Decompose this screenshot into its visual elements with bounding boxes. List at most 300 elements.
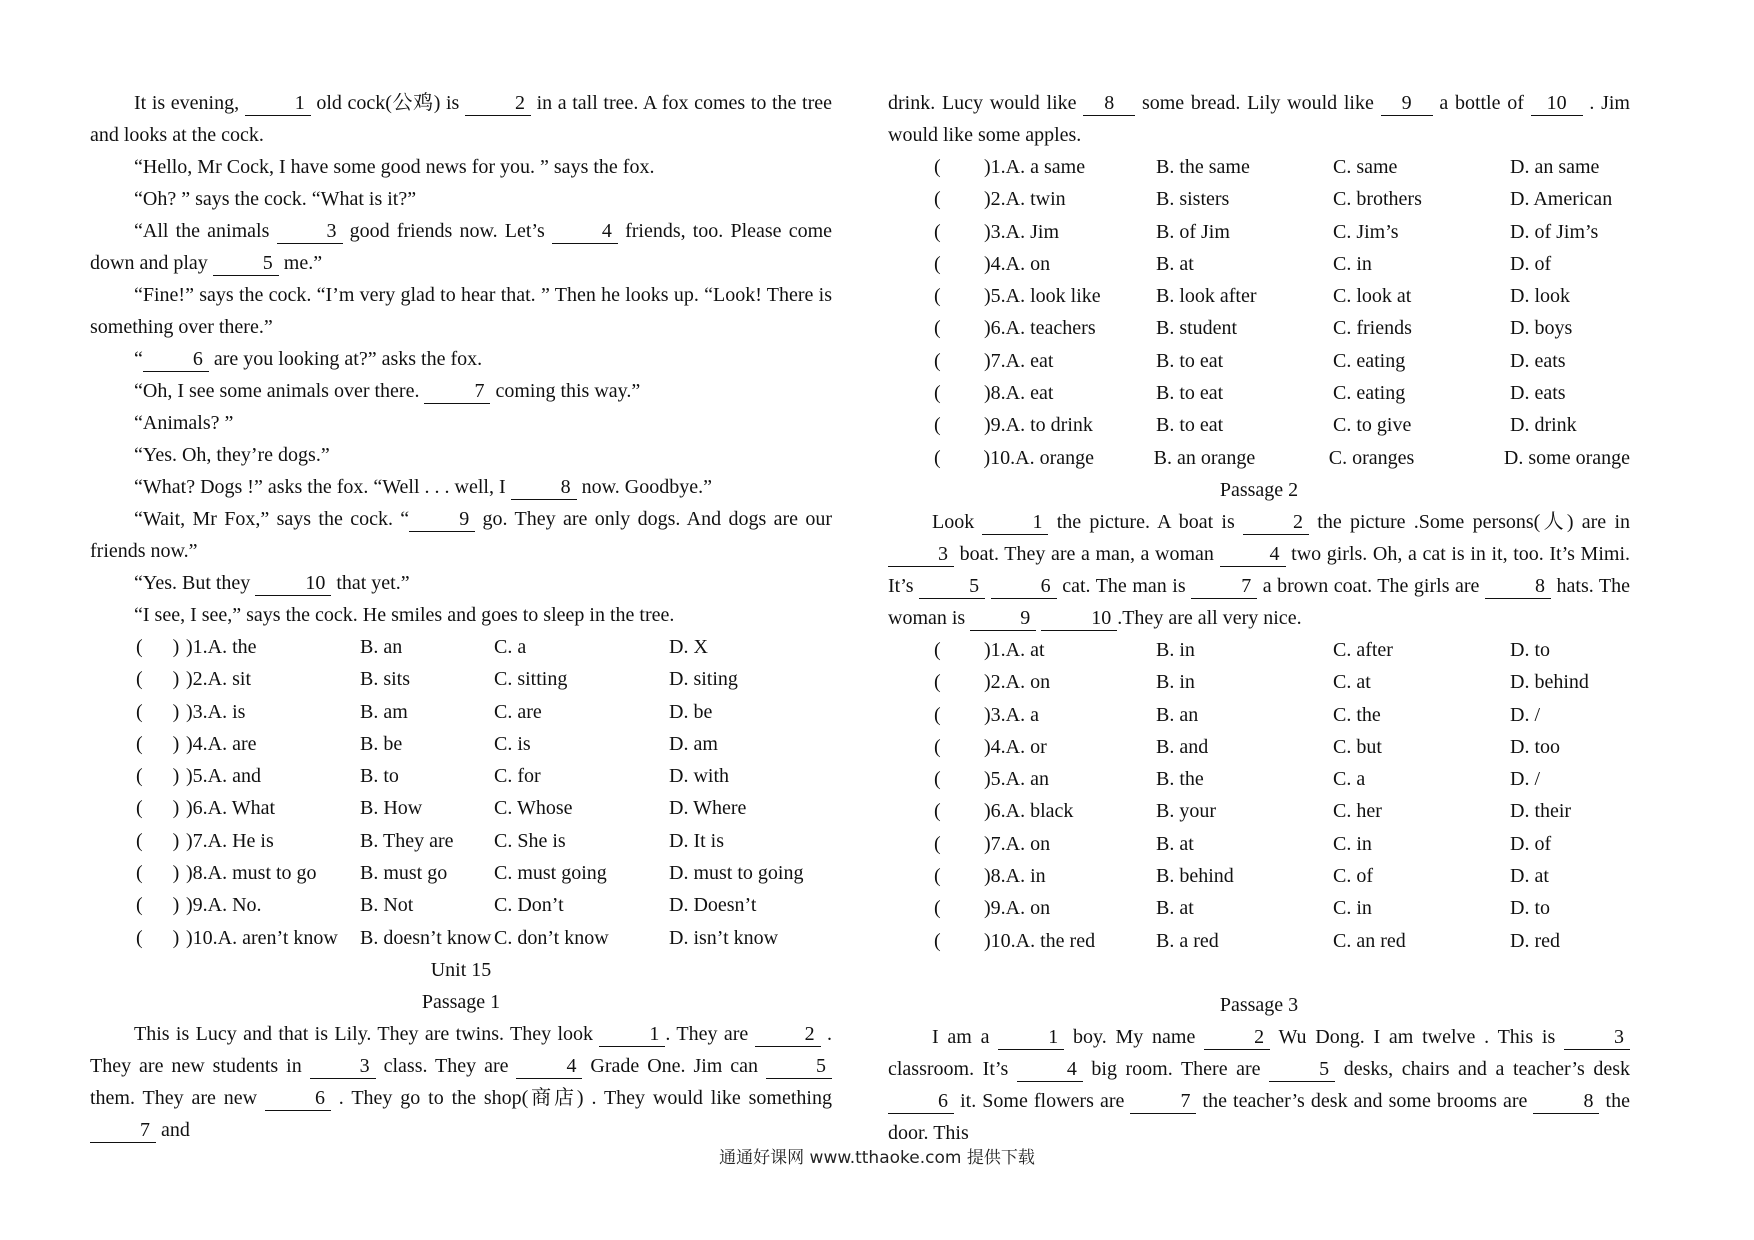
option-b: B. Not [360, 894, 414, 917]
option-b: B. am [360, 700, 408, 723]
passage-paragraph [90, 343, 832, 375]
option-c: C. must going [494, 862, 607, 885]
answer-bracket[interactable]: ( ) [136, 894, 180, 917]
question-row [90, 631, 832, 663]
option-a: )4.A. on [984, 252, 1051, 275]
option-b: B. to eat [1156, 414, 1224, 437]
option-a: )8.A. eat [984, 382, 1054, 405]
option-c: C. Jim’s [1333, 220, 1399, 243]
option-a: )7.A. He is [186, 829, 274, 852]
option-d: D. be [669, 700, 713, 723]
option-c: C. but [1333, 735, 1382, 758]
questions-passage1 [888, 151, 1630, 474]
option-c: C. after [1333, 638, 1393, 661]
question-row [90, 792, 832, 824]
answer-blank[interactable]: 5 [766, 1054, 832, 1079]
option-b: B. at [1156, 252, 1194, 275]
option-c: C. for [494, 765, 541, 788]
option-d: D. to [1510, 897, 1550, 920]
option-d: D. boys [1510, 317, 1573, 340]
answer-bracket[interactable]: ( [934, 446, 941, 469]
passage-text-segment: are you looking at?” asks the fox. [208, 348, 483, 370]
passage-text-segment: the teacher’s desk and some brooms are [1196, 1089, 1534, 1112]
option-d: D. with [669, 765, 729, 788]
passage-text-segment: boat. They are a man, a woman [954, 542, 1220, 565]
passage-text-segment: class. They are [375, 1054, 517, 1077]
question-row [90, 857, 832, 889]
question-row [90, 825, 832, 857]
option-d: D. behind [1510, 671, 1589, 694]
passage-text-segment: Grade One. Jim can [582, 1054, 766, 1077]
passage-text-segment: it. Some flowers are [954, 1089, 1131, 1112]
option-a: )7.A. eat [984, 349, 1054, 372]
passage-text-segment: now. Goodbye.” [576, 476, 712, 498]
option-b: B. of Jim [1156, 220, 1230, 243]
passage-text-segment: some bread. Lily would like [1135, 92, 1381, 114]
question-row [888, 442, 1630, 474]
option-c: C. to give [1333, 414, 1412, 437]
passage-text-segment: Wu Dong. I am twelve . This is [1270, 1025, 1564, 1048]
answer-blank[interactable]: 7 [1191, 574, 1257, 599]
answer-blank[interactable]: 8 [1485, 574, 1551, 599]
passage-text-segment: “Hello, Mr Cock, I have some good news for you. ” says the fox. [134, 156, 655, 178]
question-row [888, 925, 1630, 957]
answer-blank[interactable]: 6 [991, 574, 1057, 599]
option-d: D. am [669, 732, 718, 755]
passage3-title: Passage 3 [1219, 993, 1299, 1016]
question-row [888, 892, 1630, 924]
option-c: C. in [1333, 832, 1372, 855]
option-c: C. a [1333, 768, 1366, 791]
question-row [888, 731, 1630, 763]
question-row [888, 377, 1630, 409]
option-a: )6.A. black [984, 800, 1074, 823]
answer-blank[interactable]: 5 [1269, 1057, 1335, 1082]
passage1-title: Passage 1 [421, 990, 501, 1013]
answer-bracket[interactable]: ( [934, 285, 941, 308]
answer-bracket[interactable]: ( ) [136, 926, 180, 949]
option-c: C. look at [1333, 285, 1412, 308]
passage-text-segment: in a tall tree. A fox comes to the tree and looks at the cock. [90, 92, 832, 146]
answer-bracket[interactable]: ( [934, 317, 941, 340]
option-b: B. an orange [1153, 446, 1256, 469]
option-c: C. of [1333, 865, 1373, 888]
option-c: C. eating [1333, 349, 1406, 372]
option-b: B. and [1156, 735, 1209, 758]
passage-text-segment: a bottle of [1432, 92, 1531, 114]
passage-text-segment: them. They are new [90, 1086, 265, 1109]
option-b: B. a red [1156, 929, 1219, 952]
passage-text-segment: “Yes. But they [134, 572, 256, 594]
option-d: D. drink [1510, 414, 1577, 437]
answer-blank[interactable]: 1 [245, 91, 311, 116]
option-b: B. sits [360, 668, 411, 691]
answer-blank[interactable]: 2 [465, 91, 531, 116]
answer-blank[interactable]: 3 [1564, 1025, 1630, 1050]
option-b: B. They are [360, 829, 454, 852]
option-a: )5.A. look like [984, 285, 1101, 308]
questions-passage2 [888, 634, 1630, 957]
option-d: D. It is [669, 829, 724, 852]
answer-bracket[interactable]: ( ) [136, 700, 180, 723]
answer-bracket[interactable]: ( ) [136, 732, 180, 755]
passage-text-segment: “Oh? ” says the cock. “What is it?” [134, 188, 417, 210]
unit-title: Unit 15 [430, 958, 492, 981]
question-row [888, 248, 1630, 280]
answer-blank[interactable]: 7 [424, 379, 490, 404]
question-row [90, 922, 832, 954]
option-b: B. be [360, 732, 403, 755]
answer-blank[interactable]: 1 [599, 1022, 665, 1047]
answer-blank[interactable]: 5 [919, 574, 985, 599]
option-c: C. the [1333, 703, 1381, 726]
answer-blank[interactable]: 2 [1204, 1025, 1270, 1050]
option-b: B. an [360, 636, 403, 658]
option-d: D. to [1510, 638, 1550, 661]
passage1-text [90, 1018, 832, 1146]
option-d: D. their [1510, 800, 1572, 823]
option-c: C. at [1333, 671, 1371, 694]
answer-blank[interactable]: 3 [277, 219, 343, 244]
option-b: B. at [1156, 897, 1194, 920]
option-d: D. isn’t know [669, 926, 779, 949]
question-row [888, 151, 1630, 183]
answer-bracket[interactable]: ( [934, 252, 941, 275]
answer-blank[interactable]: 8 [1533, 1089, 1599, 1114]
passage-text-segment: “ [134, 348, 143, 370]
option-a: )1.A. the [186, 636, 257, 658]
option-d: D. look [1510, 285, 1570, 308]
question-row [888, 409, 1630, 441]
passage-text-segment: . They are new students in [90, 1022, 832, 1077]
passage-paragraph [90, 471, 832, 503]
option-a: )2.A. on [984, 671, 1051, 694]
question-row [888, 634, 1630, 666]
question-row [90, 663, 832, 695]
passage-paragraph [90, 407, 832, 439]
answer-blank[interactable]: 10 [255, 571, 331, 596]
option-d: D. of [1510, 832, 1552, 855]
question-row [90, 696, 832, 728]
answer-blank[interactable]: 7 [1130, 1089, 1196, 1114]
passage-text-segment: Look [932, 510, 983, 533]
passage-text-segment: drink. Lucy would like [888, 92, 1084, 114]
option-c: C. same [1333, 156, 1398, 178]
option-a: )2.A. sit [186, 668, 251, 691]
answer-blank[interactable]: 10 [1041, 606, 1117, 631]
option-b: B. the [1156, 768, 1204, 791]
option-b: B. at [1156, 832, 1194, 855]
answer-bracket[interactable]: ( [934, 382, 941, 405]
passage1-continued [888, 87, 1630, 151]
passage-text-segment: that yet.” [331, 572, 410, 594]
answer-bracket[interactable]: ( [934, 414, 941, 437]
answer-blank[interactable]: 9 [970, 606, 1036, 631]
option-b: B. student [1156, 317, 1238, 340]
answer-blank[interactable]: 8 [1083, 91, 1135, 116]
passage-text-segment: the door. This [888, 1089, 1630, 1144]
option-b: B. look after [1156, 285, 1257, 308]
passage-text-segment: the picture .Some persons(人) are in [1309, 510, 1630, 533]
answer-blank[interactable]: 2 [755, 1022, 821, 1047]
option-d: D. American [1510, 188, 1613, 211]
passage-text-segment: boy. My name [1064, 1025, 1205, 1048]
option-a: )10.A. the red [984, 929, 1096, 952]
passage-fox-and-cock [90, 87, 832, 631]
passage-text-segment: go. They are only dogs. And dogs are our friends now.” [90, 508, 833, 562]
answer-bracket[interactable]: ( ) [136, 668, 180, 691]
option-d: D. some orange [1503, 446, 1630, 469]
option-d: D. of [1510, 252, 1552, 275]
passage-text-segment: a brown coat. The girls are [1257, 574, 1485, 597]
option-a: )9.A. No. [186, 894, 262, 917]
option-a: )8.A. in [984, 865, 1046, 888]
answer-bracket[interactable]: ( [934, 188, 941, 211]
answer-bracket[interactable]: ( [934, 638, 941, 661]
option-c: C. don’t know [494, 926, 609, 949]
question-row [90, 889, 832, 921]
option-d: D. too [1510, 735, 1560, 758]
option-c: C. She is [494, 829, 566, 852]
answer-bracket[interactable]: ( [934, 671, 941, 694]
option-d: D. Doesn’t [669, 894, 757, 917]
passage-text-segment: . They are [665, 1022, 755, 1045]
option-d: D. red [1510, 929, 1560, 952]
option-a: )9.A. to drink [984, 414, 1093, 437]
answer-bracket[interactable]: ( ) [136, 636, 180, 658]
option-c: C. a [494, 636, 527, 658]
option-c: C. in [1333, 897, 1372, 920]
answer-bracket[interactable]: ( [934, 768, 941, 791]
passage-paragraph [90, 375, 832, 407]
option-c: C. brothers [1333, 188, 1422, 211]
passage-text-segment: “Fine!” says the cock. “I’m very glad to hear that. ” Then he looks up. “Look! There is something over there.” [90, 284, 832, 338]
passage-paragraph [90, 183, 832, 215]
option-b: B. behind [1156, 865, 1234, 888]
passage-text-segment: “Oh, I see some animals over there. [134, 380, 425, 402]
answer-blank[interactable]: 4 [1220, 542, 1286, 567]
answer-blank[interactable]: 3 [888, 542, 954, 567]
question-row [90, 728, 832, 760]
option-a: )8.A. must to go [186, 862, 317, 885]
option-c: C. eating [1333, 382, 1406, 405]
option-a: )3.A. is [186, 700, 246, 723]
passage-text-segment: “Animals? ” [134, 412, 234, 434]
answer-bracket[interactable]: ( [934, 832, 941, 855]
option-b: B. in [1156, 671, 1195, 694]
passage-text-segment: desks, chairs and a teacher’s desk [1335, 1057, 1630, 1080]
passage-paragraph [90, 215, 832, 279]
passage-text-segment: It is evening, [134, 92, 245, 114]
option-a: )3.A. Jim [984, 220, 1059, 243]
answer-blank[interactable]: 5 [213, 251, 279, 276]
option-b: B. doesn’t know [360, 926, 492, 949]
question-row [888, 795, 1630, 827]
question-row [90, 760, 832, 792]
question-row [888, 828, 1630, 860]
option-c: C. her [1333, 800, 1382, 823]
option-d: D. X [669, 636, 708, 658]
option-a: )3.A. a [984, 703, 1039, 726]
passage-text-segment: I am a [932, 1025, 999, 1048]
answer-bracket[interactable]: ( [934, 156, 941, 178]
answer-bracket[interactable]: ( [934, 865, 941, 888]
option-c: C. friends [1333, 317, 1412, 340]
option-d: D. must to going [669, 862, 804, 885]
option-b: B. the same [1156, 156, 1250, 178]
answer-blank[interactable]: 8 [511, 475, 577, 500]
answer-blank[interactable]: 4 [552, 219, 618, 244]
option-d: D. / [1510, 703, 1540, 726]
question-row [888, 860, 1630, 892]
option-c: C. is [494, 732, 531, 755]
passage3-text [888, 1021, 1630, 1149]
answer-blank[interactable]: 4 [1017, 1057, 1083, 1082]
passage-paragraph [90, 503, 832, 567]
answer-bracket[interactable]: ( ) [136, 797, 180, 820]
answer-bracket[interactable]: ( [934, 897, 941, 920]
passage-text-segment: . They go to the shop(商店) . They would like something [330, 1086, 832, 1109]
passage-text-segment: friends, too. Please come down and play [90, 220, 833, 274]
answer-blank[interactable]: 1 [998, 1025, 1064, 1050]
answer-blank[interactable]: 6 [143, 347, 209, 372]
passage-paragraph [90, 279, 832, 343]
option-a: )1.A. at [984, 638, 1045, 661]
option-a: )6.A. teachers [984, 317, 1096, 340]
option-b: B. must go [360, 862, 448, 885]
option-d: D. / [1510, 768, 1540, 791]
question-row [888, 666, 1630, 698]
passage-text-segment: classroom. It’s [888, 1057, 1017, 1080]
question-row [888, 345, 1630, 377]
answer-bracket[interactable]: ( [934, 800, 941, 823]
option-c: C. are [494, 700, 542, 723]
passage-text-segment: hats. The woman is [888, 574, 1630, 629]
option-c: C. Whose [494, 797, 573, 820]
option-a: )9.A. on [984, 897, 1051, 920]
passage-text-segment: good friends now. Let’s [342, 220, 552, 242]
passage-text-segment: old cock(公鸡) is [310, 92, 465, 114]
passage-text-segment: This is Lucy and that is Lily. They are twins. They look [134, 1022, 600, 1045]
answer-blank[interactable]: 9 [409, 507, 475, 532]
answer-bracket[interactable]: ( [934, 349, 941, 372]
option-a: )4.A. are [186, 732, 257, 755]
spacer [888, 957, 1630, 989]
passage-text-segment: “All the animals [134, 220, 277, 242]
question-row [888, 280, 1630, 312]
option-d: D. of Jim’s [1510, 220, 1599, 243]
option-d: D. siting [669, 668, 738, 691]
answer-bracket[interactable]: ( [934, 929, 941, 952]
passage2-text [888, 506, 1630, 634]
option-c: C. an red [1333, 929, 1406, 952]
option-a: )6.A. What [186, 797, 276, 820]
option-a: )7.A. on [984, 832, 1051, 855]
answer-bracket[interactable]: ( [934, 735, 941, 758]
option-b: B. sisters [1156, 188, 1230, 211]
passage-text-segment: two girls. Oh, a cat is in it, too. It’s Mimi. It’s [888, 542, 1630, 597]
answer-blank[interactable]: 3 [310, 1054, 376, 1079]
question-row [888, 312, 1630, 344]
option-b: B. How [360, 797, 423, 820]
option-a: )2.A. twin [984, 188, 1066, 211]
answer-bracket[interactable]: ( [934, 703, 941, 726]
option-a: )10.A. orange [983, 446, 1094, 469]
option-d: D. at [1510, 865, 1549, 888]
answer-blank[interactable]: 1 [982, 510, 1048, 535]
option-a: )10.A. aren’t know [186, 926, 338, 949]
option-d: D. eats [1510, 382, 1566, 405]
answer-bracket[interactable]: ( [934, 220, 941, 243]
passage-text-segment: . Jim would like some apples. [888, 92, 1630, 146]
passage-text-segment: me.” [278, 252, 323, 274]
answer-blank[interactable]: 10 [1531, 91, 1583, 116]
left-column [90, 87, 832, 1146]
footer-credit: 通通好课网 www.tthaoke.com 提供下载 [719, 1148, 1035, 1168]
option-d: D. eats [1510, 349, 1566, 372]
option-d: D. an same [1510, 156, 1600, 178]
passage-text-segment: coming this way.” [490, 380, 641, 402]
passage-paragraph [90, 151, 832, 183]
question-row [888, 216, 1630, 248]
answer-blank[interactable]: 2 [1243, 510, 1309, 535]
option-d: D. Where [669, 797, 747, 820]
answer-bracket[interactable]: ( ) [136, 862, 180, 885]
option-c: C. sitting [494, 668, 568, 691]
option-c: C. Don’t [494, 894, 564, 917]
option-c: C. in [1333, 252, 1372, 275]
answer-blank[interactable]: 6 [888, 1089, 954, 1114]
answer-bracket[interactable]: ( ) [136, 765, 180, 788]
question-row [888, 699, 1630, 731]
option-b: B. to eat [1156, 382, 1224, 405]
passage-text-segment: “What? Dogs !” asks the fox. “Well . . . well, I [134, 476, 511, 498]
option-b: B. in [1156, 638, 1195, 661]
option-b: B. your [1156, 800, 1216, 823]
passage-text-segment: the picture. A boat is [1048, 510, 1244, 533]
answer-blank[interactable]: 7 [90, 1118, 156, 1143]
passage-text-segment: and [156, 1118, 190, 1141]
passage-paragraph [90, 599, 832, 631]
option-c: C. oranges [1328, 446, 1415, 469]
option-a: )5.A. and [186, 765, 261, 788]
question-row [888, 763, 1630, 795]
answer-blank[interactable]: 9 [1381, 91, 1433, 116]
option-b: B. an [1156, 703, 1199, 726]
answer-blank[interactable]: 6 [265, 1086, 331, 1111]
answer-blank[interactable]: 4 [516, 1054, 582, 1079]
option-a: )4.A. or [984, 735, 1047, 758]
questions-fox-and-cock [90, 631, 832, 954]
option-b: B. to eat [1156, 349, 1224, 372]
passage2-title: Passage 2 [1219, 478, 1299, 501]
passage-paragraph [90, 567, 832, 599]
option-a: )1.A. a same [984, 156, 1086, 178]
option-a: )5.A. an [984, 768, 1049, 791]
passage-text-segment: cat. The man is [1056, 574, 1192, 597]
passage-text-segment: big room. There are [1082, 1057, 1270, 1080]
passage-paragraph [90, 87, 832, 151]
question-row [888, 183, 1630, 215]
passage-text-segment: “Wait, Mr Fox,” says the cock. “ [134, 508, 410, 530]
passage-text-segment: “Yes. Oh, they’re dogs.” [134, 444, 330, 466]
passage-text-segment: “I see, I see,” says the cock. He smiles and goes to sleep in the tree. [134, 604, 675, 626]
passage-text-segment: .They are all very nice. [1117, 606, 1302, 629]
option-b: B. to [360, 765, 399, 788]
passage-paragraph [90, 439, 832, 471]
answer-bracket[interactable]: ( ) [136, 829, 180, 852]
right-column [888, 87, 1630, 1149]
